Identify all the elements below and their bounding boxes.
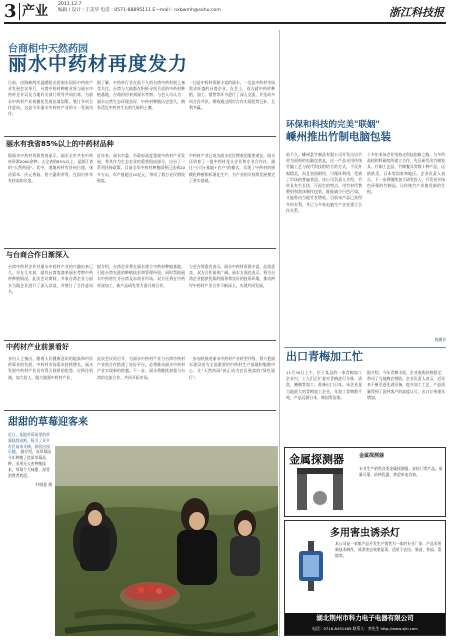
story5-column-1: 11月30日上午，位于某县的一家青梅加工企业内，工人们正忙着对青梅进行分拣、清洗、腌制等加工，准备出口日本。该企业是当地最大的青梅加工企业，年加工青梅数千吨，产品远销日本、韩国等国家。	[286, 370, 362, 400]
lead-kicker: 台商相中天然药园	[8, 44, 88, 55]
story5-column-2: 据介绍，今年青梅丰收，企业收购价格稳定，带动了当地梅农增收。企业负责人表示，近年来不断引进先进设备，提升加工工艺，产品质量得到了国外客户的高度认可，出口订单逐年增加。	[367, 370, 445, 400]
lead-headline: 丽水中药材再度发力	[8, 53, 189, 75]
story5-headline: 出口青梅加工忙	[286, 350, 363, 363]
ad2-body: 本公司是一家集产品开发生产销售为一体的专业厂家，产品采用新技术制作，诱杀害虫效果显著，适用于农田、果园、茶园、菜地等。	[335, 541, 442, 558]
section-title: 产业	[22, 4, 49, 19]
page-number: 3	[4, 1, 17, 22]
story2-column-1: 据丽水中药材资源普查显示，丽水全市共有中药材资源2000余种，占全省的85%以上，是浙江省的"天然药园"。其中，道地药材有处州白莲、遂昌菊米、庆元香菇、景宁惠明茶等，在国内外享有较高知名度。	[8, 153, 93, 183]
ad1-title: 金属探测器	[289, 453, 344, 466]
ad2-title: 多用害虫诱杀灯	[330, 528, 400, 539]
editor-contact: 编辑 / 设计 : 王美华 电话 : 0571-88895111 E—mail : nxbwmh@sohu.com	[58, 8, 221, 13]
ad2-contact: 电话：0716-8451489 联系人：李先生 http://www.sjkl.com	[312, 626, 418, 631]
ad2-company: 湖北荆州市科力电子电器有限公司	[316, 614, 414, 622]
newspaper-masthead: 浙江科技报	[389, 6, 444, 19]
story4-column-3: 一步加快推进丽水中药材产业转型升级，努力把丽水建设成为全国重要的中药材生产基地和集散中心，让"天然药园"真正成为农民致富的"绿色银行"。	[189, 356, 275, 380]
pest-killer-lamp-ad	[284, 520, 446, 636]
story4-column-2: 此次会议的召开，为丽水中药材产业与台湾中药材产业的合作搭建了良好平台，必将推动丽水中药材产业实现新的跨越。下一步，丽水将继续加强与台湾的交流合作，共同开拓市场。	[97, 356, 185, 380]
strawberry-field-image	[55, 446, 278, 636]
box-story-headline: 环保和科技的完美"联姻"	[286, 120, 380, 130]
metal-detector-ad	[284, 447, 446, 517]
story3-column-3: 与会台湾嘉宾表示，丽水中药材资源丰富、品质优良，双方合作前景广阔。丽水方面也表示，将为台湾企业提供优质的服务和良好的投资环境，推动两岸中药材产业合作不断深入，实现共同发展。	[189, 264, 275, 288]
box-story-column-2: 十多年来该企业坚持走科技创新之路，与多所高校和科研院所建立合作，先后研发出竹制家具、竹制工艺品、竹制餐具等数十种产品，远销欧美、日本等国家和地区。企业负责人表示，下一步将继续加大研发投入，开发更多绿色环保的竹制品，让传统竹产业焕发新的生机。	[367, 152, 445, 195]
column-divider	[279, 30, 280, 636]
story4-headline: 中药材产业前景看好	[6, 343, 69, 351]
ad1-brand: 金属探测器	[359, 453, 385, 459]
ad2-footer-band	[285, 613, 445, 635]
section-rule	[4, 248, 276, 249]
lead-column-2: 据了解，中药材行业在前不久的台湾中药材展上备受关注。台湾与大陆都在积极寻找合适的中药材种植基地，台商纷纷来到丽水考察。与会人员认为：丽水自然生态环境良好，中药材种植历史悠久，拥有适宜中药材生长的气候和土壤。	[97, 80, 185, 110]
header-rule	[4, 22, 446, 24]
story2-column-3: 中药材产业已成为丽水农民增收的重要途径。丽水还培育了一批中药材龙头企业和专业合作社，通过"公司+基地+农户"的模式，实现了中药材的规模化种植和标准化生产，为产业的可持续发展奠定了坚实基础。	[189, 153, 275, 183]
box-story-subhead: 嵊州推出竹制电脑包装	[286, 131, 391, 143]
header-meta	[58, 2, 221, 14]
issue-date: 2011.12.7	[58, 2, 82, 7]
section-rule	[284, 347, 446, 348]
box-story-byline: 钱黛芳	[434, 337, 446, 342]
photo-byline: 叶晓蓉 摄	[35, 482, 52, 488]
story4-column-1: 业内人士指出，随着人们健康意识的提高和中医药事业的发展，中药材市场需求持续增长。丽水发展中药材产业具有得天独厚的优势，应抓住机遇，加大投入，做大做强中药材产业。	[8, 356, 93, 380]
insect-lamp-icon	[291, 541, 331, 591]
strawberry-field-photo	[55, 446, 278, 636]
box-story-column-1: 前不久，嵊州某竹制品有限公司开发出以竹材为原料的电脑包装盒，这一产品采用传统竹编工艺与现代科技相结合的方式，不仅外观精美，而且坚固耐用、可循环利用，受到了市场的普遍欢迎。该公司负责人介绍，竹材具有生长快、可再生的特点，用竹材代替塑料和泡沫制作包装，既能减少白色污染，又能带动当地竹农增收。目前该产品已获得多项专利，并已与多家电脑生产企业建立合作关系。	[286, 152, 362, 213]
photo-story-headline: 甜甜的草莓迎客来	[8, 417, 88, 428]
metal-detector-icon	[293, 468, 353, 514]
lead-column-3: 一边是中药材资源丰富的丽水，一边是中药材市场需求旺盛的台湾企业。在会上，双方就中药材种植、加工、销售等环节进行了深入交流，并达成多项合作共识，期待通过两岸合作实现优势互补、互利共赢。	[189, 80, 275, 110]
story3-column-2: 据介绍，台湾企业将在丽水建立中药材种植基地，引进台湾先进的种植技术和管理经验，同时帮助丽水中药材打开台湾及东南亚市场。双方还将在中药材深加工、新产品研发等方面开展合作。	[97, 264, 185, 288]
story2-headline: 丽水有我省85%以上的中药材品种	[6, 140, 114, 148]
section-rule	[4, 136, 276, 137]
photo-caption	[8, 432, 52, 622]
story3-column-1: 台湾中药材企业对丽水中药材产业的兴趣由来已久。早在几年前，就有台湾客商来丽水考察中药材种植情况。此次会议期间，多家台湾企业与丽水当地企业进行了深入洽谈，并签订了合作意向书。	[8, 264, 93, 294]
photo-caption-body: 据介绍，该草莓园今年种植了优质草莓品种，采用无公害种植技术，草莓个大味甜，深受消费者欢迎。	[8, 449, 51, 478]
lead-column-1: 日前，由海峡两岸温暖阳光的丽水国际中药材产业发展会议举行，台湾中药材种植业界与丽水中药材企业以及当地有关部门领导共同出席，为丽水中药材产业规模化发展出谋划策，签订多项合作意向。这是今年丽水中药材产业的又一发展动作。	[8, 80, 93, 117]
story3-headline: 与台商合作日渐深入	[6, 251, 69, 259]
ad1-body: 专业生产销售各类金属探测器、安检门等产品。质量可靠，价格优惠，欢迎来电咨询。	[359, 466, 443, 477]
section-rule	[4, 410, 276, 411]
photo-caption-lead: 近日，某地草莓园里的草莓陆续成熟，吸引了众多市民前来采摘，体验田园乐趣。	[8, 432, 50, 455]
story2-column-2: 近年来，丽水市委、市政府高度重视中药材产业发展，将其作为生态农业的重要组成部分，出台了一系列扶持政策。目前全市中药材种植面积已达到20多万亩，年产值超过10亿元，带动了数万农民增收致富。	[97, 153, 185, 183]
header-divider	[19, 3, 20, 20]
section-rule	[4, 340, 276, 341]
